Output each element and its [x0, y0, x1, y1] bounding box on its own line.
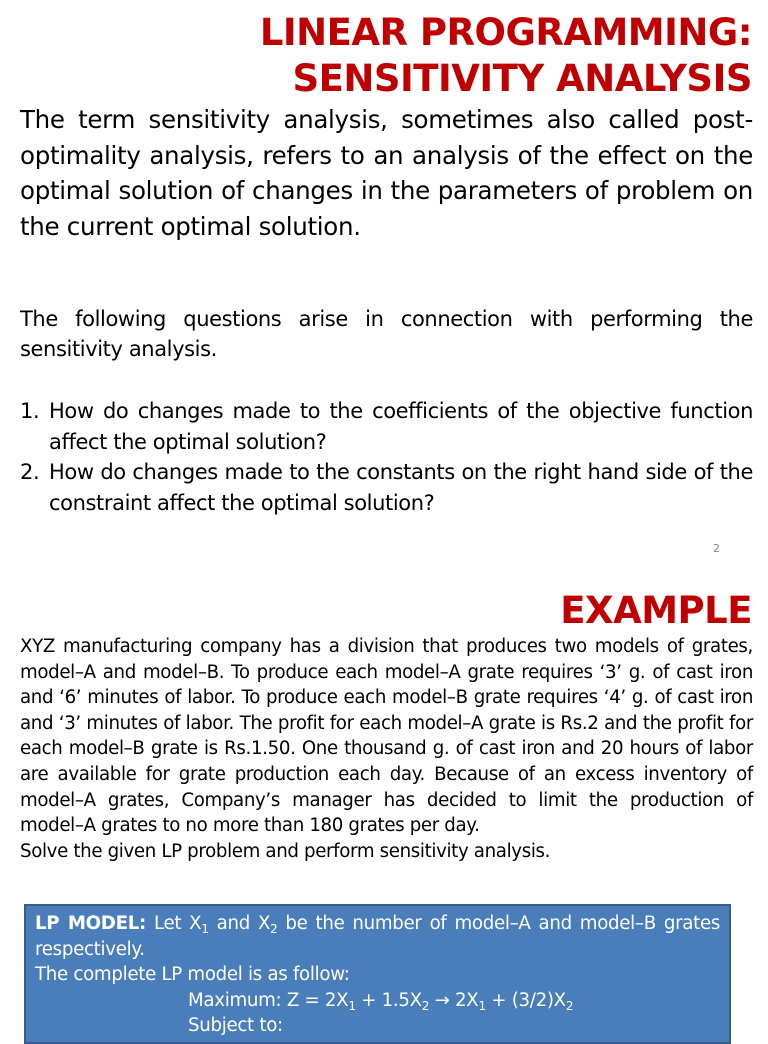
list-item-text: How do changes made to the coefficients of the objective function affect the optimal solution?: [49, 399, 753, 454]
questions-intro: The following questions arise in connection with performing the sensitivity analysis.: [20, 307, 753, 361]
example-task: Solve the given LP problem and perform sensitivity analysis.: [20, 840, 551, 862]
subject-to: Subject to:: [188, 1015, 283, 1037]
title-line-1: LINEAR PROGRAMMING:: [259, 11, 752, 54]
intro-paragraph: The term sensitivity analysis, sometimes also called post-optimality analysis, refers to an analysis of the effect on the optimal solution of changes in the parameters of problem on the current optimal solution.: [20, 105, 753, 241]
lp-model-box: [24, 904, 731, 1044]
list-item-number: 2.: [20, 460, 40, 484]
objective-function: Maximum: $Z = 2X_1 + 1.5X_2 \to 2X_1 + (3/2)X_2$: [188, 989, 574, 1013]
example-title: EXAMPLE: [560, 589, 752, 632]
page-number: 2: [713, 542, 720, 555]
lp-model-complete: The complete LP model is as follow:: [35, 964, 350, 986]
list-item: [20, 457, 753, 518]
lp-text-definition: be the number of model–A and model–B grates respectively.: [35, 913, 721, 960]
list-item-number: 1.: [20, 399, 40, 423]
example-text: [20, 634, 753, 864]
list-item: [20, 396, 753, 457]
lp-model-label: LP MODEL:: [35, 913, 146, 934]
lp-text-let: Let: [153, 913, 182, 934]
lp-text-and: and: [216, 913, 250, 934]
list-item-text: How do changes made to the constants on the right hand side of the constraint affect the optimal solution?: [49, 460, 753, 515]
questions-list: [20, 396, 753, 518]
var-x2: $X_2$: [257, 913, 278, 936]
lp-model-definition: [35, 911, 720, 962]
example-body: XYZ manufacturing company has a division that produces two models of grates, model–A and model–B. To produce each model–A grate requires ‘3’ g. of cast iron and ‘6’ minutes of labor. To produce each model–B grate requires ‘4’ g. of cast iron and ‘3’ minutes of labor. The profit for each model–A grate is Rs.2 and the profit for each model–B grate is Rs.1.50. One thousand g. of cast iron and 20 hours of labor are available for grate production each day. Because of an excess inventory of model–A grates, Company’s manager has decided to limit the production of model–A grates to no more than 180 grates per day.: [20, 636, 753, 837]
slide-title: [260, 10, 752, 102]
title-line-2: SENSITIVITY ANALYSIS: [292, 57, 752, 100]
var-x1: $X_1$: [189, 913, 209, 936]
